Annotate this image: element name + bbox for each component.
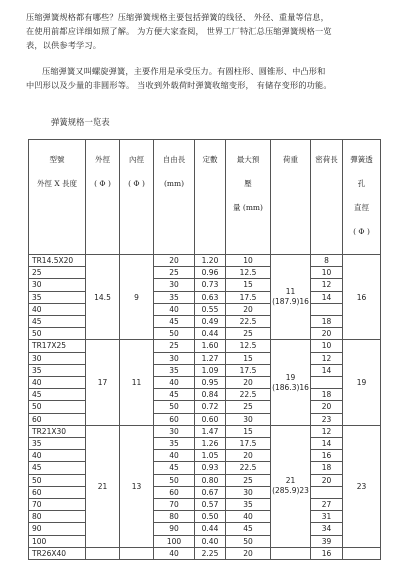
max-compression-cell: 40 [226,511,271,523]
free-length-cell: 40 [154,450,195,462]
intro-line: 在使用前都应详细如照了解。 为方便大家查阅， 世界工厂特汇总压缩弹簧规格一览 [26,26,332,36]
solid-length-cell: 12 [311,425,343,437]
max-compression-cell: 20 [226,547,271,559]
table-row [29,328,381,340]
solid-length-cell: 18 [311,389,343,401]
rate-cell: 0.44 [195,523,226,535]
table-row [29,340,381,352]
free-length-cell: 25 [154,340,195,352]
header-inner-diameter: 內徑 ( Φ ) [120,140,154,255]
load-cell [271,425,311,547]
max-compression-cell: 22.5 [226,462,271,474]
load-cell [271,255,311,340]
load-value: 19 [285,372,296,382]
table-row [29,377,381,389]
free-length-cell: 70 [154,499,195,511]
load-value-paren: (187.9) [272,297,300,307]
model-cell: 60 [29,413,86,425]
header-rate: 定數 [195,140,226,255]
model-cell: 45 [29,462,86,474]
load-value-sub: 16 [299,382,309,392]
load-value-paren: (186.3) [272,382,300,392]
solid-length-cell: 34 [311,523,343,535]
rate-cell: 0.95 [195,377,226,389]
solid-length-cell: 16 [311,450,343,462]
description-line: 压缩弹簧又叫螺旋弹簧，主要作用是承受压力。有圆柱形、圆锥形、中凸形和 [42,66,326,76]
rate-cell: 0.80 [195,474,226,486]
solid-length-cell: 8 [311,255,343,267]
solid-length-cell: 14 [311,364,343,376]
rate-cell: 0.55 [195,303,226,315]
max-compression-cell: 45 [226,523,271,535]
solid-length-cell [311,377,343,389]
table-row [29,486,381,498]
max-compression-cell: 20 [226,377,271,389]
load-value: 21 [285,476,296,486]
table-row [29,523,381,535]
table-row [29,291,381,303]
free-length-cell: 50 [154,401,195,413]
table-row [29,364,381,376]
model-cell: 100 [29,535,86,547]
model-cell: 30 [29,279,86,291]
table-row [29,316,381,328]
free-length-cell: 30 [154,352,195,364]
header-hole-diameter: 彈簧透 孔 直徑 ( Φ ) [343,140,381,255]
header-model: 型號 外徑 X 長度 [29,140,86,255]
solid-length-cell: 14 [311,291,343,303]
load-cell [271,340,311,425]
model-cell: 25 [29,267,86,279]
free-length-cell: 90 [154,523,195,535]
rate-cell: 2.25 [195,547,226,559]
max-compression-cell: 25 [226,474,271,486]
table-row [29,267,381,279]
model-cell: 60 [29,486,86,498]
free-length-cell: 100 [154,535,195,547]
table-row [29,511,381,523]
table-row [29,255,381,267]
model-cell: 40 [29,303,86,315]
table-row [29,450,381,462]
table-header-row [29,140,381,255]
max-compression-cell: 22.5 [226,316,271,328]
max-compression-cell: 20 [226,303,271,315]
max-compression-cell: 15 [226,352,271,364]
hole-diameter-cell: 23 [343,425,381,547]
max-compression-cell: 20 [226,450,271,462]
rate-cell: 1.05 [195,450,226,462]
free-length-cell: 25 [154,267,195,279]
solid-length-cell [311,303,343,315]
solid-length-cell: 20 [311,328,343,340]
max-compression-cell: 17.5 [226,291,271,303]
rate-cell: 0.96 [195,267,226,279]
rate-cell: 0.40 [195,535,226,547]
table-row [29,401,381,413]
model-cell: 50 [29,474,86,486]
solid-length-cell: 20 [311,474,343,486]
intro-paragraph [26,10,382,52]
table-row [29,425,381,437]
header-load: 荷重 [271,140,311,255]
intro-line: 表，以供参考学习。 [26,40,102,50]
free-length-cell: 50 [154,474,195,486]
model-cell: TR17X25 [29,340,86,352]
max-compression-cell: 17.5 [226,438,271,450]
solid-length-cell: 18 [311,316,343,328]
table-row [29,547,381,559]
solid-length-cell: 14 [311,438,343,450]
max-compression-cell: 15 [226,279,271,291]
free-length-cell: 40 [154,547,195,559]
free-length-cell: 60 [154,486,195,498]
table-row [29,535,381,547]
max-compression-cell: 12.5 [226,340,271,352]
model-cell: 35 [29,291,86,303]
solid-length-cell: 18 [311,462,343,474]
table-caption: 弹簧规格一览表 [51,117,110,127]
model-cell: 45 [29,316,86,328]
rate-cell: 0.49 [195,316,226,328]
rate-cell: 1.27 [195,352,226,364]
inner-diameter-cell [120,547,154,559]
solid-length-cell: 10 [311,267,343,279]
header-max-compression: 最大預 壓 量 (mm) [226,140,271,255]
model-cell: 35 [29,438,86,450]
load-cell [271,547,311,559]
free-length-cell: 45 [154,389,195,401]
rate-cell: 1.26 [195,438,226,450]
rate-cell: 1.60 [195,340,226,352]
free-length-cell: 30 [154,279,195,291]
free-length-cell: 80 [154,511,195,523]
free-length-cell: 45 [154,462,195,474]
table-row [29,352,381,364]
solid-length-cell: 12 [311,352,343,364]
free-length-cell: 35 [154,364,195,376]
solid-length-cell: 16 [311,547,343,559]
max-compression-cell: 12.5 [226,267,271,279]
rate-cell: 0.72 [195,401,226,413]
model-cell: 40 [29,450,86,462]
free-length-cell: 40 [154,303,195,315]
load-value: 11 [285,287,296,297]
table-row [29,303,381,315]
max-compression-cell: 25 [226,328,271,340]
model-cell: 50 [29,401,86,413]
hole-diameter-cell: 16 [343,255,381,340]
intro-line: 压缩弹簧规格都有哪些？压缩弹簧规格主要包括弹簧的线径、 外径、重量等信息， [26,12,329,22]
solid-length-cell: 31 [311,511,343,523]
solid-length-cell: 27 [311,499,343,511]
rate-cell: 0.73 [195,279,226,291]
table-row [29,438,381,450]
model-cell: 40 [29,377,86,389]
load-value-sub: 23 [299,486,309,496]
rate-cell: 1.20 [195,255,226,267]
rate-cell: 0.57 [195,499,226,511]
max-compression-cell: 15 [226,425,271,437]
table-row [29,499,381,511]
header-free-length: 自由長 (mm) [154,140,195,255]
rate-cell: 1.09 [195,364,226,376]
header-outer-diameter: 外徑 ( Φ ) [86,140,120,255]
rate-cell: 0.44 [195,328,226,340]
max-compression-cell: 30 [226,413,271,425]
max-compression-cell: 30 [226,486,271,498]
free-length-cell: 30 [154,425,195,437]
load-value-sub: 16 [299,297,309,307]
outer-diameter-cell: 14.5 [86,255,120,340]
max-compression-cell: 22.5 [226,389,271,401]
model-cell: 90 [29,523,86,535]
rate-cell: 1.47 [195,425,226,437]
table-row [29,462,381,474]
model-cell: 35 [29,364,86,376]
table-row [29,279,381,291]
load-value-detail [271,297,310,307]
model-cell: TR14.5X20 [29,255,86,267]
outer-diameter-cell: 17 [86,340,120,425]
model-cell: 80 [29,511,86,523]
model-cell: TR21X30 [29,425,86,437]
solid-length-cell: 12 [311,279,343,291]
hole-diameter-cell [343,547,381,559]
model-cell: 50 [29,328,86,340]
rate-cell: 0.50 [195,511,226,523]
solid-length-cell: 20 [311,401,343,413]
rate-cell: 0.63 [195,291,226,303]
free-length-cell: 35 [154,291,195,303]
free-length-cell: 20 [154,255,195,267]
max-compression-cell: 35 [226,499,271,511]
rate-cell: 0.93 [195,462,226,474]
solid-length-cell: 39 [311,535,343,547]
max-compression-cell: 10 [226,255,271,267]
model-cell: 45 [29,389,86,401]
spring-spec-table [28,139,381,560]
description-paragraph [26,64,382,92]
model-cell: 70 [29,499,86,511]
solid-length-cell: 10 [311,340,343,352]
max-compression-cell: 17.5 [226,364,271,376]
description-line: 中凹形以及少量的非圆形等。 当收到外载荷时弹簧收缩变形， 有储存变形的功能。 [26,80,332,90]
load-value-detail [271,486,310,496]
table-row [29,474,381,486]
max-compression-cell: 50 [226,535,271,547]
inner-diameter-cell: 11 [120,340,154,425]
outer-diameter-cell [86,547,120,559]
load-value-paren: (285.9) [272,486,300,496]
model-cell: TR26X40 [29,547,86,559]
max-compression-cell: 25 [226,401,271,413]
rate-cell: 0.84 [195,389,226,401]
table-row [29,389,381,401]
free-length-cell: 60 [154,413,195,425]
free-length-cell: 35 [154,438,195,450]
table-row [29,413,381,425]
outer-diameter-cell: 21 [86,425,120,547]
solid-length-cell [311,486,343,498]
model-cell: 30 [29,352,86,364]
hole-diameter-cell: 19 [343,340,381,425]
header-solid-length: 密荷長 [311,140,343,255]
free-length-cell: 45 [154,316,195,328]
free-length-cell: 50 [154,328,195,340]
inner-diameter-cell: 13 [120,425,154,547]
table-body [29,255,381,560]
rate-cell: 0.67 [195,486,226,498]
inner-diameter-cell: 9 [120,255,154,340]
rate-cell: 0.60 [195,413,226,425]
free-length-cell: 40 [154,377,195,389]
solid-length-cell: 23 [311,413,343,425]
load-value-detail [271,383,310,393]
